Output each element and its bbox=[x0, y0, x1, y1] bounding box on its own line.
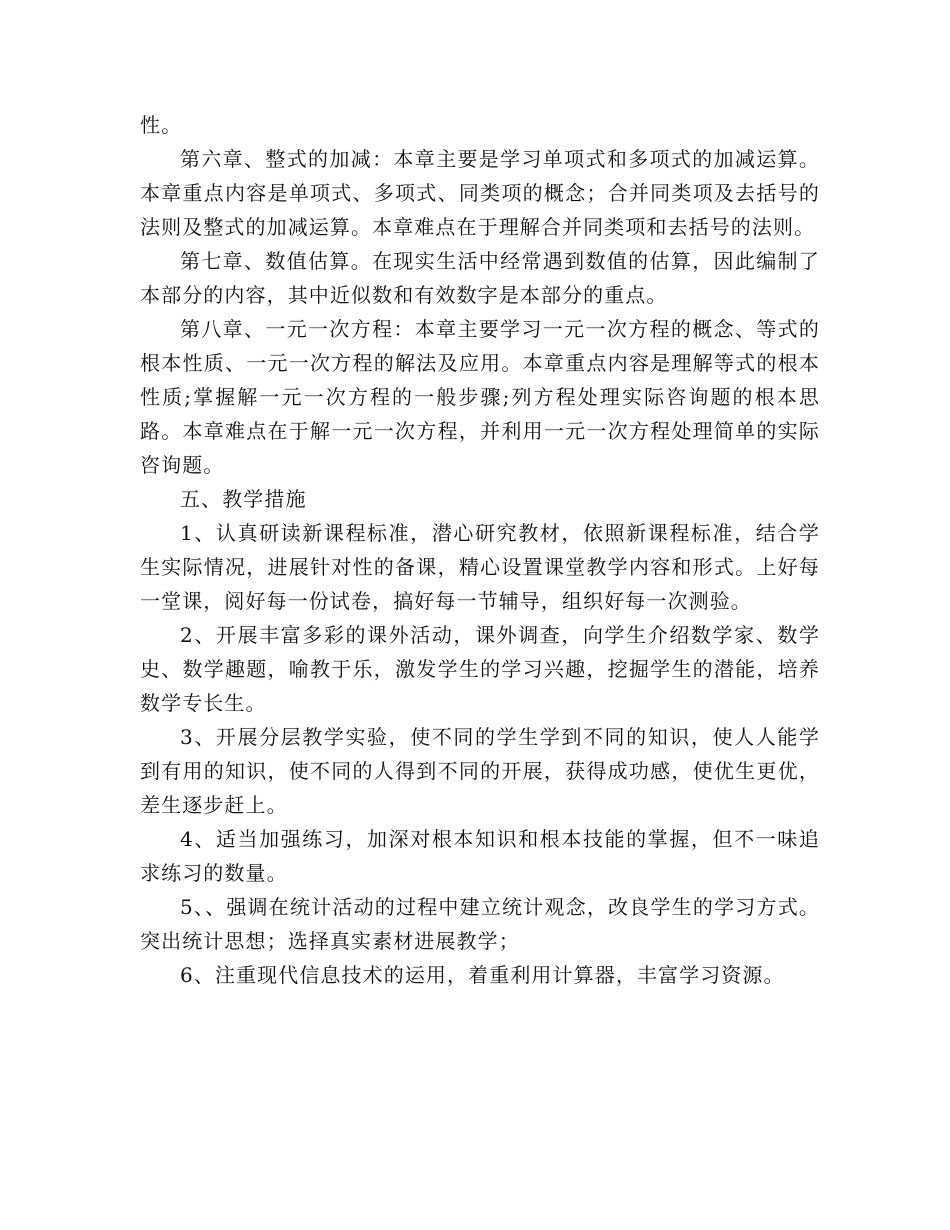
paragraph-measure-5: 5、、强调在统计活动的过程中建立统计观念，改良学生的学习方式。突出统计思想；选择真实素材进展教学； bbox=[140, 895, 820, 953]
paragraph-measure-2: 2、开展丰富多彩的课外活动，课外调查，向学生介绍数学家、数学史、数学趣题，喻教于乐，激发学生的学习兴趣，挖掘学生的潜能，培养数学专长生。 bbox=[140, 623, 820, 715]
paragraph-chapter-7: 第七章、数值估算。在现实生活中经常遇到数值的估算，因此编制了本部分的内容，其中近似数和有效数字是本部分的重点。 bbox=[140, 249, 820, 307]
paragraph-continuation: 性。 bbox=[140, 113, 183, 137]
paragraph-measure-6: 6、注重现代信息技术的运用，着重利用计算器，丰富学习资源。 bbox=[180, 963, 785, 987]
paragraph-measure-1: 1、认真研读新课程标准，潜心研究教材，依照新课程标准，结合学生实际情况，进展针对性的备课，精心设置课堂教学内容和形式。上好每一堂课，阅好每一份试卷，搞好每一节辅导，组织好每一次测验。 bbox=[140, 521, 820, 613]
paragraph-measure-4: 4、适当加强练习，加深对根本知识和根本技能的掌握，但不一味追求练习的数量。 bbox=[140, 827, 820, 885]
paragraph-chapter-6: 第六章、整式的加减：本章主要是学习单项式和多项式的加减运算。本章重点内容是单项式、多项式、同类项的概念；合并同类项及去括号的法则及整式的加减运算。本章难点在于理解合并同类项和去括号的法则。 bbox=[140, 147, 820, 239]
document-body bbox=[140, 108, 820, 992]
paragraph-measure-3: 3、开展分层教学实验，使不同的学生学到不同的知识，使人人能学到有用的知识，使不同的人得到不同的开展，获得成功感，使优生更优，差生逐步赶上。 bbox=[140, 725, 820, 817]
section-heading-teaching-measures: 五、教学措施 bbox=[180, 487, 307, 511]
paragraph-chapter-8: 第八章、一元一次方程：本章主要学习一元一次方程的概念、等式的根本性质、一元一次方程的解法及应用。本章重点内容是理解等式的根本性质;掌握解一元一次方程的一般步骤;列方程处理实际咨询题的根本思路。本章难点在于解一元一次方程，并利用一元一次方程处理简单的实际咨询题。 bbox=[140, 317, 820, 477]
